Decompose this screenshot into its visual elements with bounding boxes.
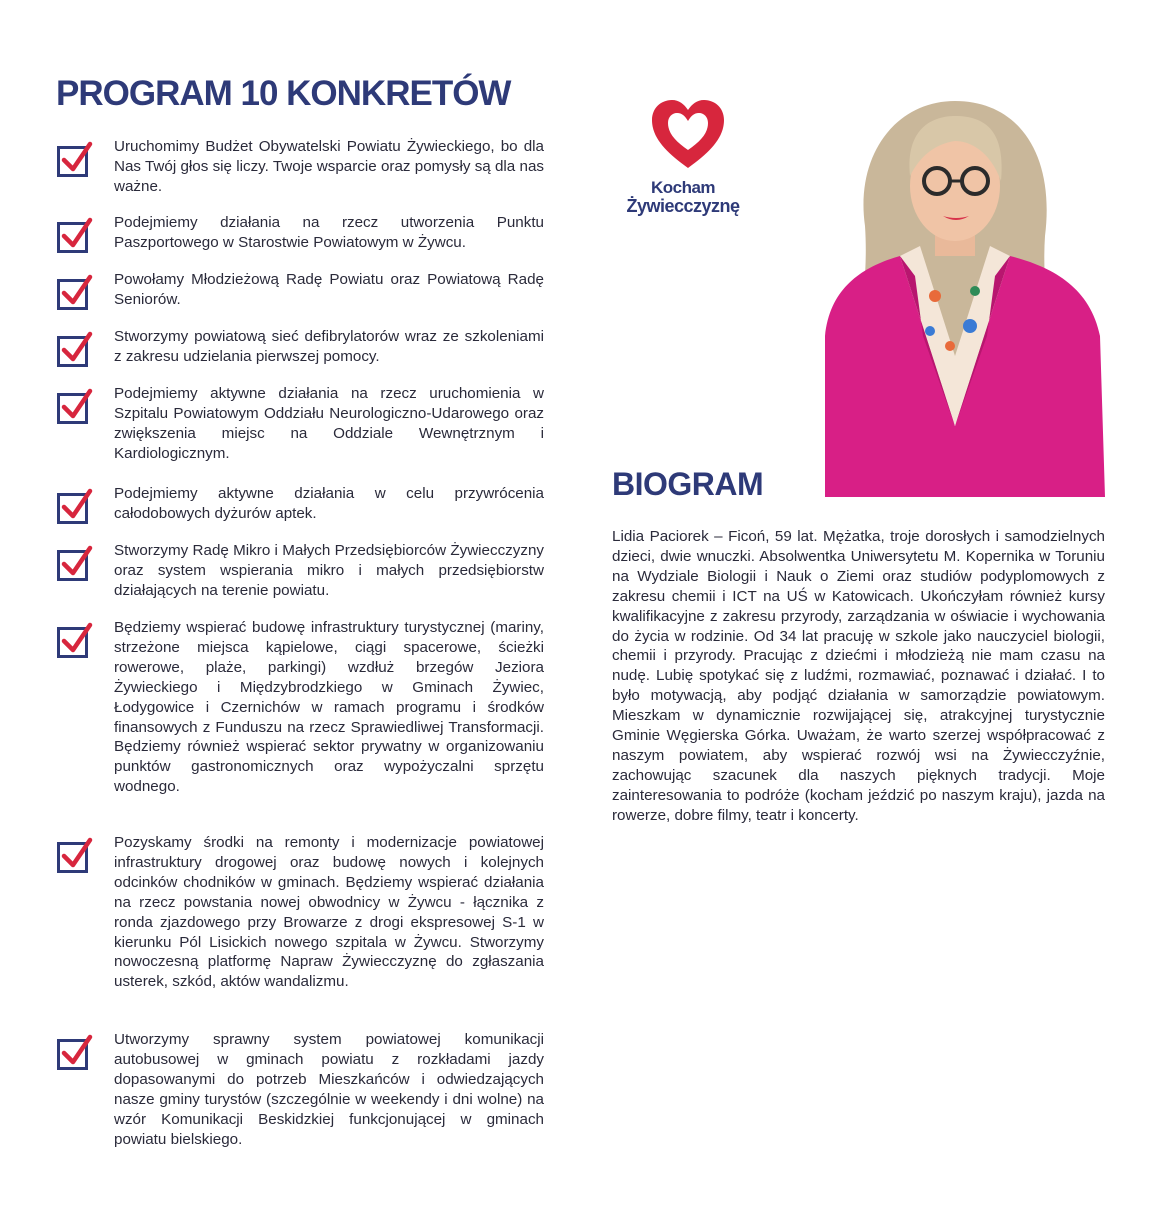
heart-icon xyxy=(648,96,728,172)
program-item-text: Podejmiemy aktywne działania w celu przywrócenia całodobowych dyżurów aptek. xyxy=(114,485,544,522)
checkbox-checked-icon xyxy=(56,837,94,875)
program-item-text: Utworzymy sprawny system powiatowej komunikacji autobusowej w gminach powiatu z rozkładami jazdy dopasowanymi do potrzeb Mieszkańców i odwiedzających nasze gminy turystów (szczególnie w weekendy i dni wolne) na wzór Komunikacji Beskidzkiej funkcjonującej w gminach powiatu bielskiego. xyxy=(114,1031,544,1148)
checkbox-checked-icon xyxy=(56,141,94,179)
candidate-portrait xyxy=(805,96,1105,497)
program-item-text: Stworzymy Radę Mikro i Małych Przedsiębiorców Żywiecczyzny oraz system wspierania mikro i małych przedsiębiorstw działających na terenie powiatu. xyxy=(114,542,544,599)
checkbox-checked-icon xyxy=(56,488,94,526)
program-item-text: Pozyskamy środki na remonty i modernizacje powiatowej infrastruktury drogowej oraz budowę nowych i kolejnych odcinków chodników w gminach. Będziemy wspierać działania na rzecz powstania nowej obwodnicy w Żywcu - łącznika z ronda zjazdowego przy Browarze z drogi ekspresowej S-1 w kierunku Pól Lisickich nowego szpitala w Żywcu. Stworzymy nowoczesną platformę Napraw Żywiecczyznę do zgłaszania usterek, szkód, aktów wandalizmu. xyxy=(114,834,544,991)
program-item-text: Podejmiemy działania na rzecz utworzenia Punktu Paszportowego w Starostwie Powiatowym w Żywcu. xyxy=(114,214,544,251)
biogram-title: BIOGRAM xyxy=(612,466,764,502)
checkbox-checked-icon xyxy=(56,217,94,255)
program-item-text: Uruchomimy Budżet Obywatelski Powiatu Żywieckiego, bo dla Nas Twój głos się liczy. Twoje wsparcie oraz pomysły są dla nas ważne. xyxy=(114,138,544,195)
kocham-zywiecczyzne-logo xyxy=(608,96,758,226)
checkbox-checked-icon xyxy=(56,274,94,312)
biogram-text: Lidia Paciorek – Ficoń, 59 lat. Mężatka, troje dorosłych i samodzielnych dzieci, dwie wnuczki. Absolwentka Uniwersytetu M. Kopernika w Toruniu na Wydziale Biologii i Nauk o Ziemi oraz studiów podyplomowych z zakresu chemii i ICT na UŚ w Katowicach. Ukończyłam również kursy kwalifikacyjne z zakresu przyrody, zarządzania w oświacie i wychowania do życia w rodzinie. Od 34 lat pracuję w szkole jako nauczyciel biologii, chemii i przyrody. Pracując z dziećmi i młodzieżą nie mam czasu na nudę. Lubię spotykać się z ludźmi, rozmawiać, poznawać i działać. I to było motywacją, aby podjąć działania w samorządzie powiatowym. Mieszkam w dynamicznie rozwijającej się, atrakcyjnej turystycznie Gminie Węgierska Górka. Uważam, że warto szerzej współpracować z naszym powiatem, aby wspierać rozwój wsi na Żywiecczyźnie, zachowując szacunek dla naszych pięknych tradycji. Moje zainteresowania to podróże (kocham jeździć po naszym kraju), jazda na rowerze, dobre filmy, teatr i koncerty. xyxy=(612,528,1105,824)
logo-line-2: Żywiecczyznę xyxy=(626,196,740,216)
checkbox-checked-icon xyxy=(56,388,94,426)
checkbox-checked-icon xyxy=(56,1034,94,1072)
program-item-text: Będziemy wspierać budowę infrastruktury turystycznej (mariny, strzeżone miejsca kąpielowe, ciągi spacerowe, ścieżki rowerowe, plaże, parkingi) wzdłuż brzegów Jeziora Żywieckiego i Międzybrodzkiego w Gminach Żywiec, Łodygowice i Czernichów w ramach programu i środków finansowych z Funduszu na rzecz Sprawiedliwej Transformacji. Będziemy również wspierać sektor prywatny w organizowaniu punktów gastronomicznych oraz wypożyczalni sprzętu wodnego. xyxy=(114,619,544,796)
checkbox-checked-icon xyxy=(56,622,94,660)
logo-line-1: Kocham xyxy=(650,178,716,197)
program-item-text: Stworzymy powiatową sieć defibrylatorów wraz ze szkoleniami z zakresu udzielania pierwszej pomocy. xyxy=(114,328,544,365)
checkbox-checked-icon xyxy=(56,331,94,369)
program-item-text: Podejmiemy aktywne działania na rzecz uruchomienia w Szpitalu Powiatowym Oddziału Neurologiczno-Udarowego oraz zwiększenia miejsc na Oddziale Wewnętrznym i Kardiologicznym. xyxy=(114,385,544,462)
program-title: PROGRAM 10 KONKRETÓW xyxy=(56,74,511,113)
program-item-text: Powołamy Młodzieżową Radę Powiatu oraz Powiatową Radę Seniorów. xyxy=(114,271,544,308)
checkbox-checked-icon xyxy=(56,545,94,583)
